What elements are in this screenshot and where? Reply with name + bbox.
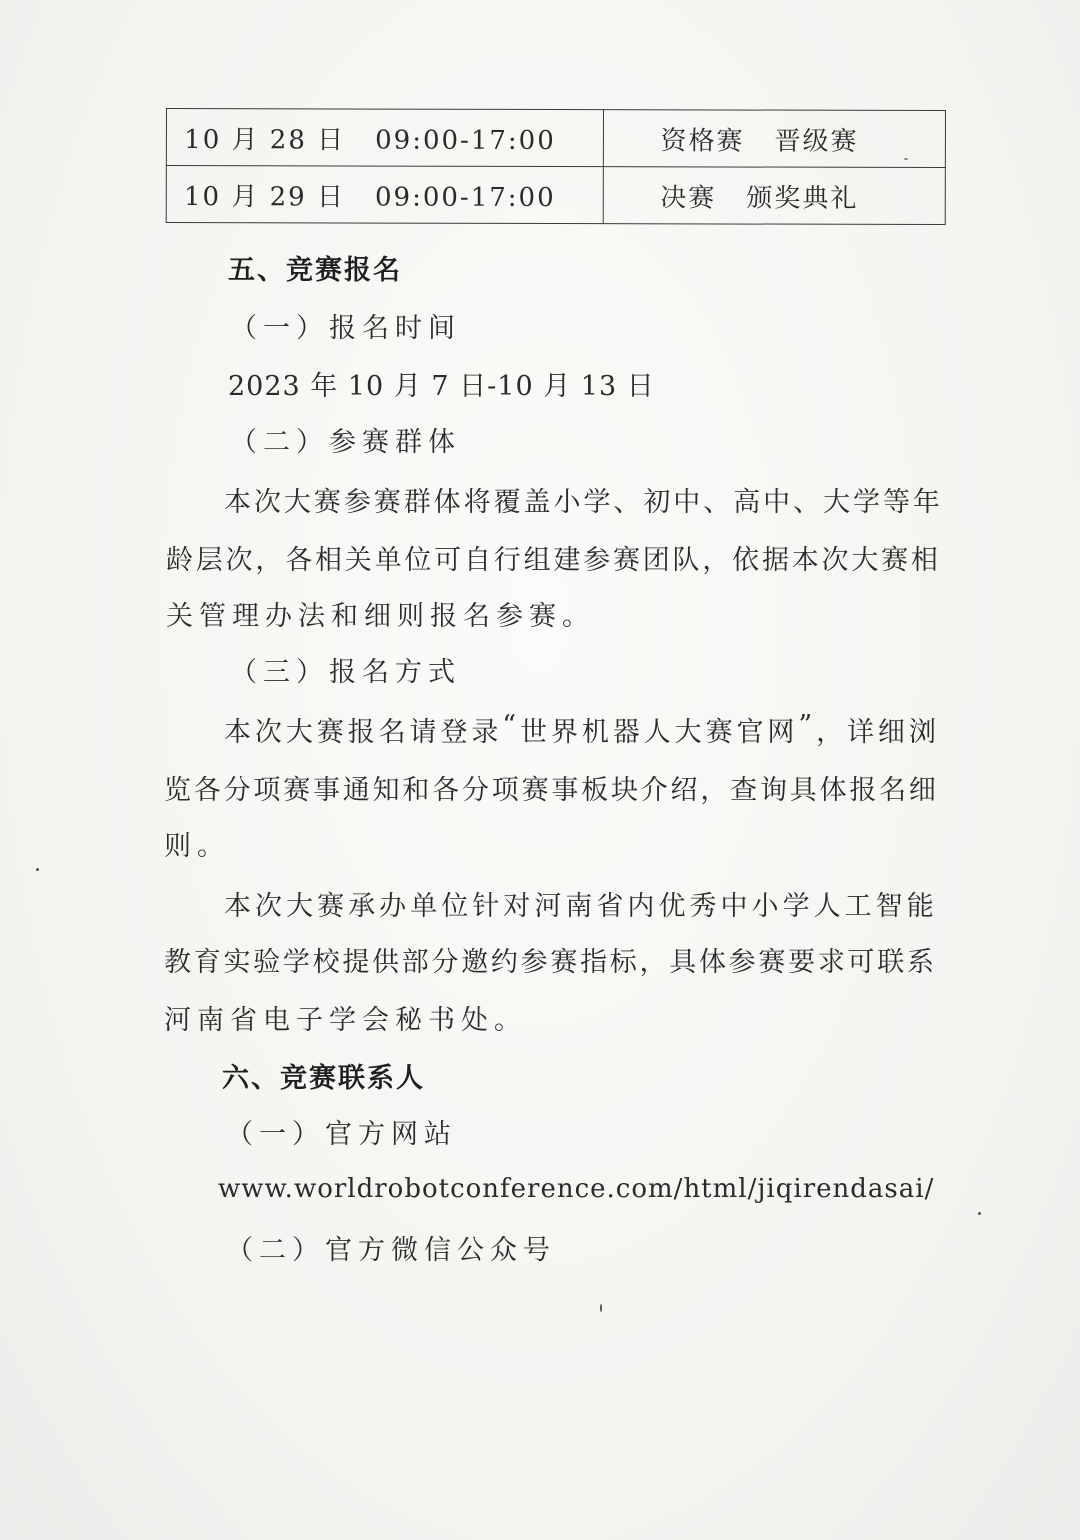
paragraph-line: 本 次 大 赛 参 赛 群 体 将 覆 盖 小 学 、 初 中 、 高 中 、 大 学 等 年 bbox=[224, 487, 940, 518]
subheading-registration-method: （三）报名方式 bbox=[230, 657, 461, 688]
paragraph-line: 本 次 大 赛 报 名 请 登 录 “ 世 界 机 器 人 大 赛 官 网 ” ， 详 细 浏 bbox=[224, 710, 936, 748]
table-row bbox=[166, 109, 945, 168]
subheading-official-wechat: （二）官方微信公众号 bbox=[226, 1235, 556, 1266]
official-website-url: www.worldrobotconference.com/html/jiqirendasai/ bbox=[218, 1174, 935, 1204]
schedule-event: 晋级赛 bbox=[774, 126, 859, 157]
subheading-official-website: （一）官方网站 bbox=[226, 1119, 457, 1150]
paragraph-line: 河南省电子学会秘书处。 bbox=[164, 1005, 527, 1036]
scan-speck bbox=[978, 1212, 981, 1215]
scan-speck bbox=[36, 868, 39, 871]
section-5-heading: 五、竞赛报名 bbox=[228, 255, 402, 286]
schedule-event-cell bbox=[604, 110, 946, 168]
section-6-heading: 六、竞赛联系人 bbox=[222, 1063, 425, 1094]
schedule-event: 决赛 bbox=[660, 182, 717, 213]
paragraph-line: 关管理办法和细则报名参赛。 bbox=[166, 601, 595, 632]
schedule-event: 颁奖典礼 bbox=[746, 183, 859, 214]
schedule-table bbox=[166, 108, 946, 225]
paragraph-line: 本 次 大 赛 承 办 单 位 针 对 河 南 省 内 优 秀 中 小 学 人 工 智 能 bbox=[224, 891, 934, 922]
table-row bbox=[166, 166, 945, 225]
schedule-date-cell bbox=[166, 166, 603, 224]
paragraph-line: 龄 层 次 ， 各 相 关 单 位 可 自 行 组 建 参 赛 团 队 ， 依 据 本 次 大 赛 相 bbox=[166, 545, 938, 576]
registration-dates: 2023 年 10 月 7 日-10 月 13 日 bbox=[228, 371, 655, 402]
subheading-participants: （二）参赛群体 bbox=[230, 427, 461, 458]
paragraph-line: 教 育 实 验 学 校 提 供 部 分 邀 约 参 赛 指 标 ， 具 体 参 赛 要 求 可 联 系 bbox=[164, 947, 934, 978]
paragraph-line: 则。 bbox=[164, 831, 230, 862]
schedule-event: 资格赛 bbox=[660, 125, 745, 157]
paragraph-line: 览 各 分 项 赛 事 通 知 和 各 分 项 赛 事 板 块 介 绍 ， 查 询 具 体 报 名 细 bbox=[164, 775, 936, 806]
schedule-date: 10 月 29 日 bbox=[183, 181, 346, 212]
scan-speck bbox=[600, 1304, 602, 1312]
schedule-time: 09:00-17:00 bbox=[374, 182, 556, 213]
scan-speck bbox=[904, 158, 908, 160]
subheading-registration-time: （一）报名时间 bbox=[230, 313, 461, 344]
schedule-event-cell bbox=[603, 167, 945, 225]
schedule-date-cell bbox=[166, 109, 603, 167]
schedule-date: 10 月 28 日 bbox=[184, 124, 346, 155]
schedule-time: 09:00-17:00 bbox=[375, 125, 556, 156]
